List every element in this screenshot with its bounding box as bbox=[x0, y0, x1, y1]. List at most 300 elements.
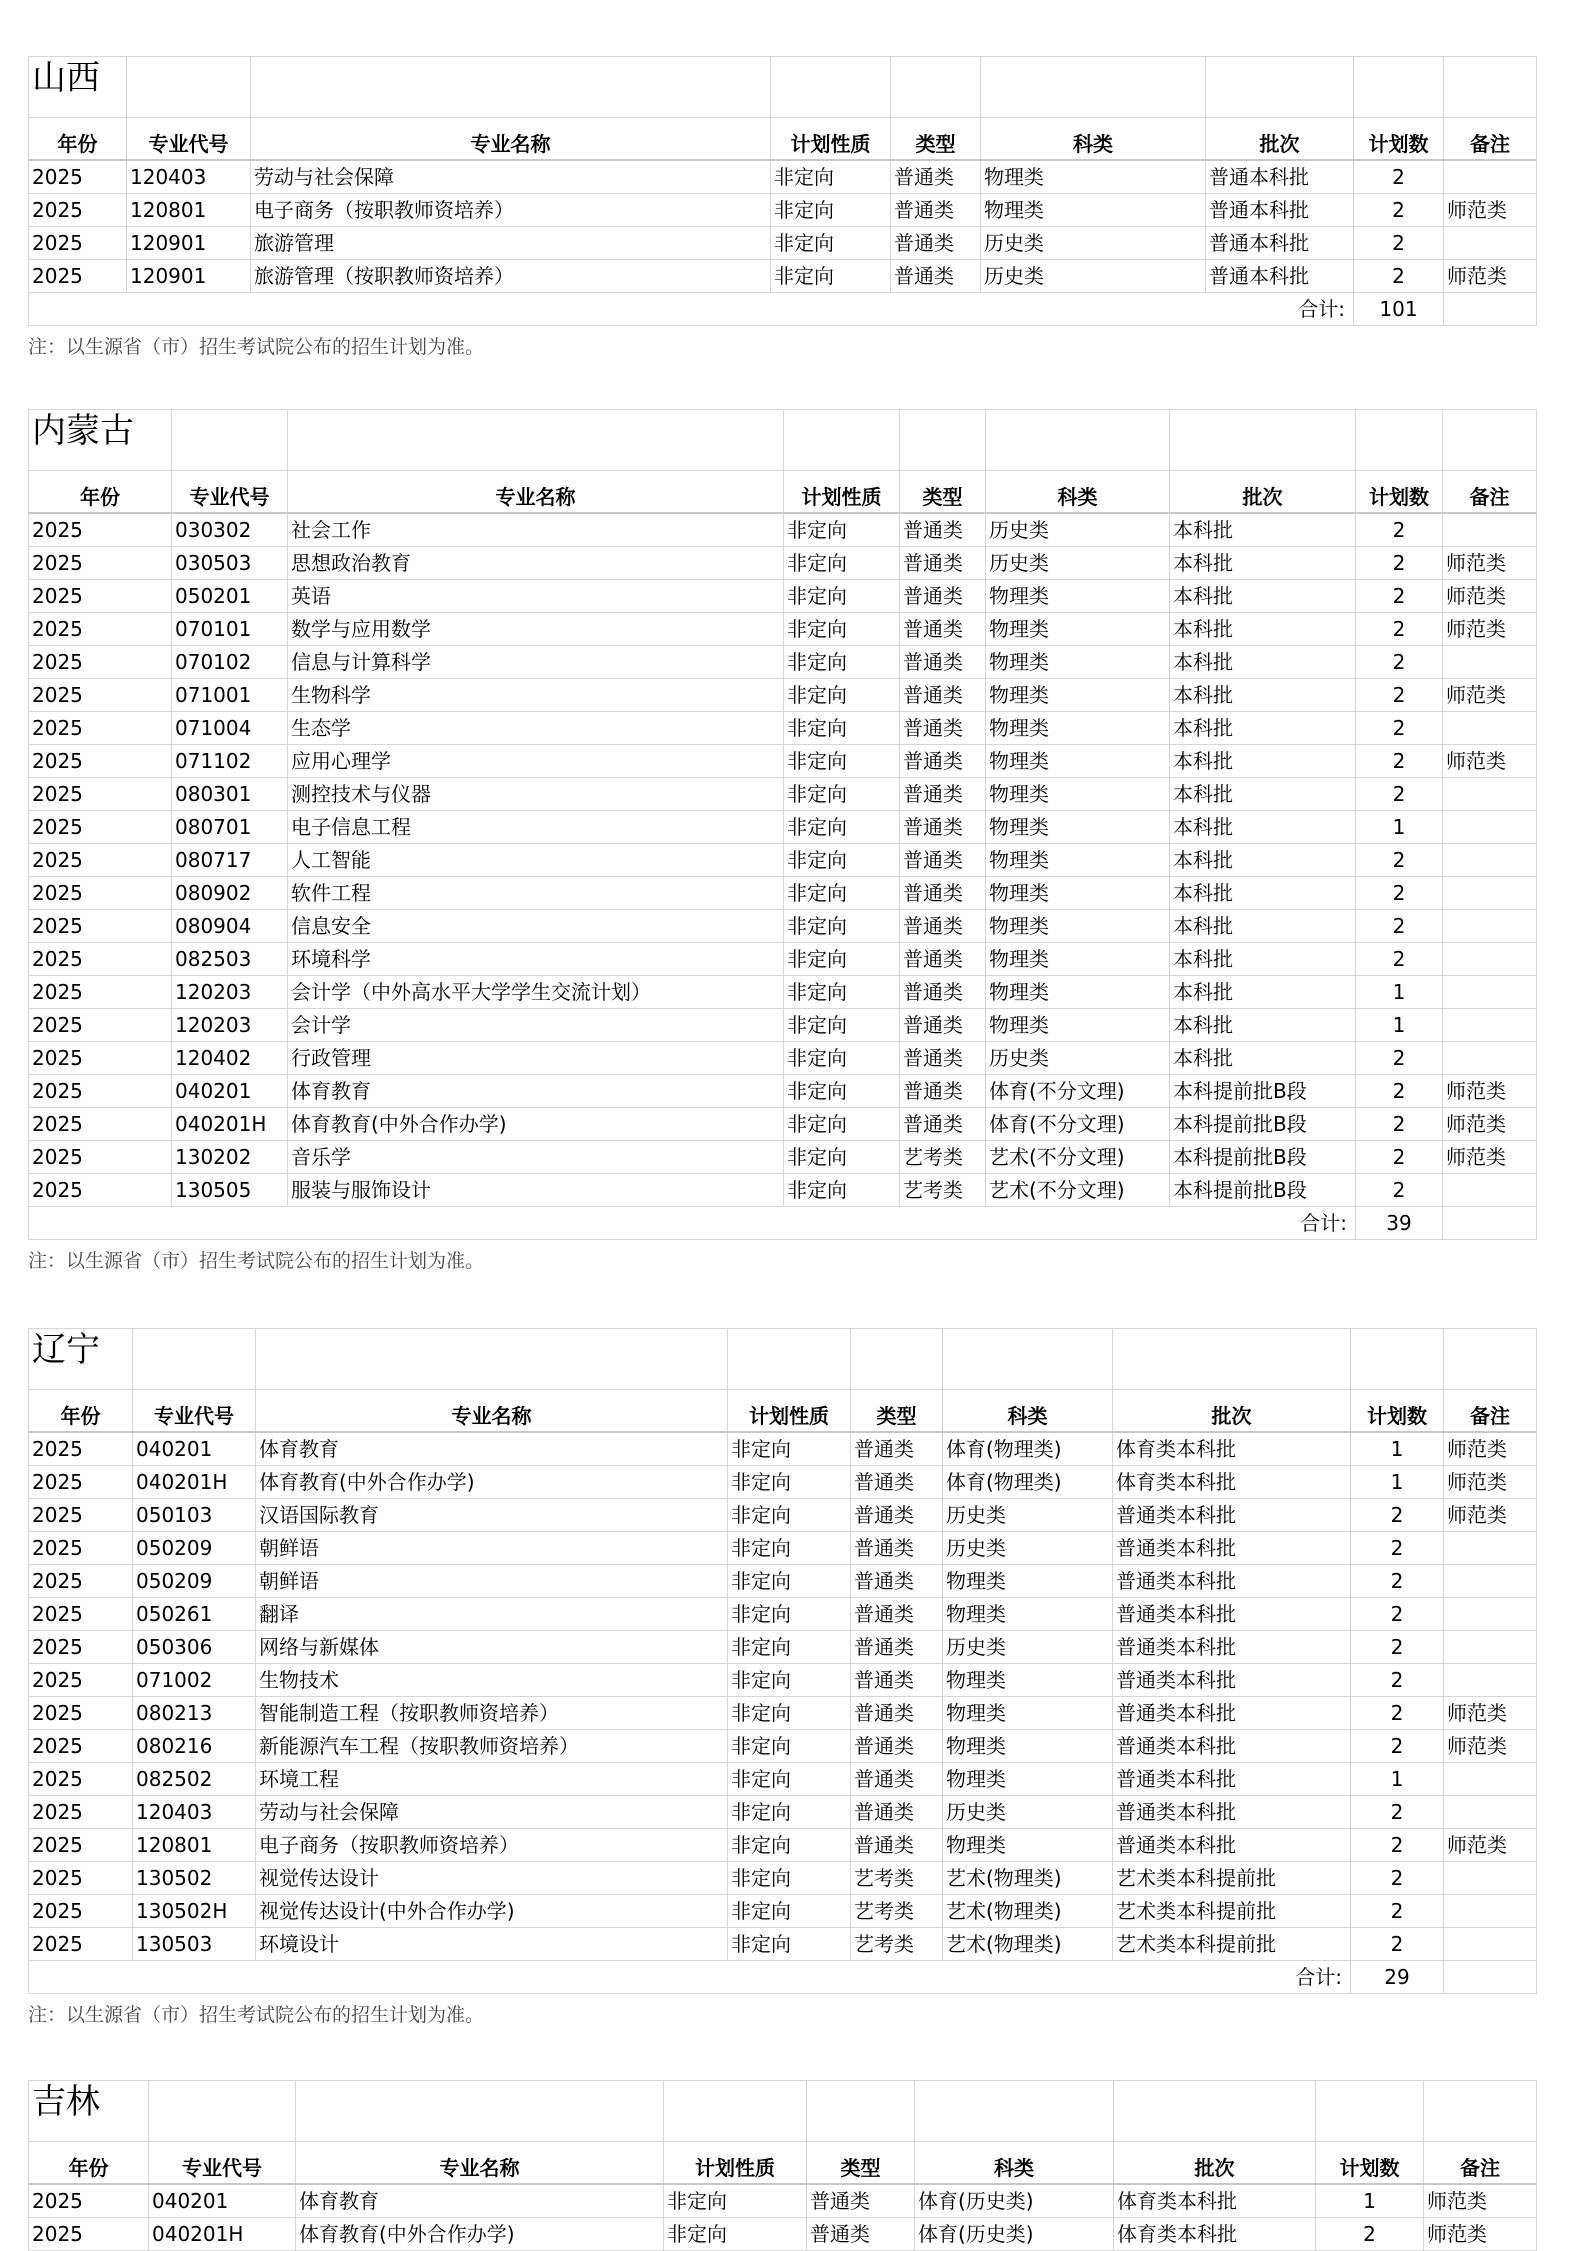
cell-code: 040201H bbox=[133, 1466, 256, 1499]
cell-major: 智能制造工程（按职教师资培养） bbox=[256, 1697, 728, 1730]
cell-batch: 普通类本科批 bbox=[1113, 1598, 1351, 1631]
table-row bbox=[29, 1697, 1537, 1730]
cell-category: 普通类 bbox=[900, 712, 986, 745]
cell-year: 2025 bbox=[29, 1763, 133, 1796]
header-batch: 批次 bbox=[1113, 1390, 1351, 1433]
cell-count: 2 bbox=[1351, 1631, 1444, 1664]
cell-count: 2 bbox=[1351, 1499, 1444, 1532]
cell-category: 普通类 bbox=[851, 1532, 943, 1565]
cell-category: 普通类 bbox=[807, 2218, 915, 2251]
cell-plan-type: 非定向 bbox=[784, 613, 900, 646]
table-row bbox=[29, 1075, 1537, 1108]
header-category: 类型 bbox=[851, 1390, 943, 1433]
cell-count: 2 bbox=[1354, 260, 1444, 293]
cell-batch: 普通本科批 bbox=[1206, 227, 1354, 260]
table-row bbox=[29, 1042, 1537, 1075]
cell-remark bbox=[1443, 646, 1537, 679]
cell-subject: 物理类 bbox=[943, 1664, 1113, 1697]
cell-remark bbox=[1443, 844, 1537, 877]
cell-count: 1 bbox=[1351, 1432, 1444, 1466]
cell-plan-type: 非定向 bbox=[664, 2218, 807, 2251]
cell-batch: 普通类本科批 bbox=[1113, 1796, 1351, 1829]
cell-category: 普通类 bbox=[807, 2184, 915, 2218]
cell-major: 会计学 bbox=[288, 1009, 784, 1042]
table-row bbox=[29, 580, 1537, 613]
cell-plan-type: 非定向 bbox=[784, 679, 900, 712]
header-category: 类型 bbox=[891, 118, 981, 161]
cell-subject: 历史类 bbox=[943, 1796, 1113, 1829]
cell-major: 服装与服饰设计 bbox=[288, 1174, 784, 1207]
header-category: 类型 bbox=[807, 2142, 915, 2185]
cell-major: 人工智能 bbox=[288, 844, 784, 877]
cell-code: 120203 bbox=[172, 1009, 288, 1042]
header-row bbox=[29, 471, 1537, 514]
cell-remark: 师范类 bbox=[1424, 2184, 1537, 2218]
cell-batch: 本科批 bbox=[1170, 943, 1356, 976]
cell-plan-type: 非定向 bbox=[784, 712, 900, 745]
table-row bbox=[29, 194, 1537, 227]
cell-major: 体育教育(中外合作办学) bbox=[288, 1108, 784, 1141]
cell-major: 思想政治教育 bbox=[288, 547, 784, 580]
cell-code: 130502H bbox=[133, 1895, 256, 1928]
cell-year: 2025 bbox=[29, 1829, 133, 1862]
cell-plan-type: 非定向 bbox=[784, 646, 900, 679]
total-label: 合计: bbox=[29, 1961, 1351, 1994]
cell-remark bbox=[1443, 877, 1537, 910]
cell-category: 普通类 bbox=[900, 513, 986, 547]
cell-subject: 物理类 bbox=[986, 811, 1170, 844]
cell-code: 040201H bbox=[172, 1108, 288, 1141]
cell-batch: 艺术类本科提前批 bbox=[1113, 1928, 1351, 1961]
cell-remark bbox=[1444, 1763, 1537, 1796]
table-row bbox=[29, 679, 1537, 712]
table-row bbox=[29, 1108, 1537, 1141]
cell-year: 2025 bbox=[29, 712, 172, 745]
cell-code: 071002 bbox=[133, 1664, 256, 1697]
cell-category: 普通类 bbox=[900, 844, 986, 877]
cell-plan-type: 非定向 bbox=[728, 1432, 851, 1466]
cell-batch: 本科批 bbox=[1170, 513, 1356, 547]
header-subject: 科类 bbox=[986, 471, 1170, 514]
province-section-neimenggu bbox=[28, 409, 1537, 1273]
cell-count: 2 bbox=[1354, 194, 1444, 227]
cell-year: 2025 bbox=[29, 1697, 133, 1730]
cell-subject: 体育(历史类) bbox=[915, 2218, 1114, 2251]
cell-year: 2025 bbox=[29, 778, 172, 811]
cell-major: 环境工程 bbox=[256, 1763, 728, 1796]
cell-year: 2025 bbox=[29, 2218, 149, 2251]
cell-batch: 本科批 bbox=[1170, 811, 1356, 844]
cell-remark: 师范类 bbox=[1443, 1108, 1537, 1141]
total-row bbox=[29, 1961, 1537, 1994]
cell-remark: 师范类 bbox=[1443, 613, 1537, 646]
cell-batch: 本科提前批B段 bbox=[1170, 1075, 1356, 1108]
cell-year: 2025 bbox=[29, 194, 127, 227]
cell-count: 2 bbox=[1351, 1565, 1444, 1598]
cell-category: 普通类 bbox=[900, 976, 986, 1009]
cell-category: 艺考类 bbox=[900, 1174, 986, 1207]
table-row bbox=[29, 1499, 1537, 1532]
cell-major: 社会工作 bbox=[288, 513, 784, 547]
cell-subject: 历史类 bbox=[986, 547, 1170, 580]
cell-subject: 物理类 bbox=[943, 1598, 1113, 1631]
cell-category: 艺考类 bbox=[851, 1928, 943, 1961]
cell-remark: 师范类 bbox=[1443, 1075, 1537, 1108]
cell-subject: 体育(不分文理) bbox=[986, 1108, 1170, 1141]
cell-batch: 体育类本科批 bbox=[1113, 1466, 1351, 1499]
cell-code: 080301 bbox=[172, 778, 288, 811]
cell-year: 2025 bbox=[29, 1928, 133, 1961]
cell-remark bbox=[1443, 778, 1537, 811]
cell-batch: 普通类本科批 bbox=[1113, 1763, 1351, 1796]
cell-code: 120901 bbox=[127, 227, 251, 260]
cell-code: 082502 bbox=[133, 1763, 256, 1796]
cell-category: 普通类 bbox=[900, 646, 986, 679]
province-title: 辽宁 bbox=[29, 1329, 133, 1390]
cell-batch: 普通类本科批 bbox=[1113, 1730, 1351, 1763]
header-batch: 批次 bbox=[1170, 471, 1356, 514]
cell-subject: 物理类 bbox=[943, 1565, 1113, 1598]
total-label: 合计: bbox=[29, 293, 1354, 326]
cell-year: 2025 bbox=[29, 260, 127, 293]
header-plan-type: 计划性质 bbox=[664, 2142, 807, 2185]
cell-major: 新能源汽车工程（按职教师资培养） bbox=[256, 1730, 728, 1763]
cell-subject: 艺术(物理类) bbox=[943, 1895, 1113, 1928]
cell-plan-type: 非定向 bbox=[784, 778, 900, 811]
cell-count: 2 bbox=[1356, 513, 1443, 547]
cell-category: 普通类 bbox=[900, 811, 986, 844]
cell-category: 普通类 bbox=[851, 1466, 943, 1499]
table-row bbox=[29, 2184, 1537, 2218]
header-plan-type: 计划性质 bbox=[771, 118, 891, 161]
cell-remark bbox=[1444, 1928, 1537, 1961]
header-batch: 批次 bbox=[1114, 2142, 1316, 2185]
cell-remark bbox=[1443, 943, 1537, 976]
table-row bbox=[29, 844, 1537, 877]
cell-remark bbox=[1443, 1174, 1537, 1207]
cell-count: 2 bbox=[1356, 877, 1443, 910]
cell-category: 普通类 bbox=[900, 745, 986, 778]
total-value: 101 bbox=[1354, 293, 1444, 326]
cell-subject: 艺术(物理类) bbox=[943, 1862, 1113, 1895]
cell-code: 030302 bbox=[172, 513, 288, 547]
cell-plan-type: 非定向 bbox=[728, 1565, 851, 1598]
header-remark: 备注 bbox=[1424, 2142, 1537, 2185]
cell-subject: 物理类 bbox=[986, 976, 1170, 1009]
cell-batch: 普通类本科批 bbox=[1113, 1532, 1351, 1565]
cell-count: 2 bbox=[1351, 1532, 1444, 1565]
cell-year: 2025 bbox=[29, 1565, 133, 1598]
cell-count: 1 bbox=[1356, 1009, 1443, 1042]
total-label: 合计: bbox=[29, 1207, 1356, 1240]
cell-remark: 师范类 bbox=[1444, 260, 1537, 293]
cell-year: 2025 bbox=[29, 811, 172, 844]
cell-subject: 物理类 bbox=[981, 194, 1206, 227]
table-row bbox=[29, 1141, 1537, 1174]
cell-subject: 体育(不分文理) bbox=[986, 1075, 1170, 1108]
cell-batch: 本科批 bbox=[1170, 844, 1356, 877]
cell-remark bbox=[1443, 910, 1537, 943]
footnote: 注：以生源省（市）招生考试院公布的招生计划为准。 bbox=[28, 1250, 485, 1272]
cell-remark bbox=[1444, 1598, 1537, 1631]
cell-batch: 普通类本科批 bbox=[1113, 1829, 1351, 1862]
cell-year: 2025 bbox=[29, 513, 172, 547]
cell-category: 普通类 bbox=[891, 227, 981, 260]
cell-code: 040201 bbox=[149, 2184, 296, 2218]
header-major: 专业名称 bbox=[256, 1390, 728, 1433]
cell-year: 2025 bbox=[29, 1664, 133, 1697]
cell-remark bbox=[1443, 712, 1537, 745]
cell-remark: 师范类 bbox=[1444, 1829, 1537, 1862]
table-row bbox=[29, 160, 1537, 194]
cell-category: 普通类 bbox=[891, 160, 981, 194]
cell-count: 1 bbox=[1351, 1466, 1444, 1499]
cell-count: 2 bbox=[1356, 910, 1443, 943]
cell-code: 040201 bbox=[133, 1432, 256, 1466]
cell-code: 050306 bbox=[133, 1631, 256, 1664]
cell-plan-type: 非定向 bbox=[784, 513, 900, 547]
cell-year: 2025 bbox=[29, 227, 127, 260]
cell-code: 070101 bbox=[172, 613, 288, 646]
cell-year: 2025 bbox=[29, 1895, 133, 1928]
cell-category: 普通类 bbox=[851, 1730, 943, 1763]
header-major: 专业名称 bbox=[296, 2142, 664, 2185]
cell-batch: 体育类本科批 bbox=[1114, 2218, 1316, 2251]
cell-count: 2 bbox=[1356, 1108, 1443, 1141]
cell-remark bbox=[1443, 1042, 1537, 1075]
cell-year: 2025 bbox=[29, 1532, 133, 1565]
cell-plan-type: 非定向 bbox=[728, 1763, 851, 1796]
total-row bbox=[29, 293, 1537, 326]
cell-code: 071102 bbox=[172, 745, 288, 778]
table-row bbox=[29, 943, 1537, 976]
cell-subject: 历史类 bbox=[986, 1042, 1170, 1075]
cell-remark: 师范类 bbox=[1444, 1697, 1537, 1730]
cell-plan-type: 非定向 bbox=[771, 160, 891, 194]
cell-major: 生态学 bbox=[288, 712, 784, 745]
header-plan-type: 计划性质 bbox=[784, 471, 900, 514]
cell-code: 120403 bbox=[133, 1796, 256, 1829]
cell-remark: 师范类 bbox=[1444, 1499, 1537, 1532]
cell-category: 普通类 bbox=[900, 778, 986, 811]
cell-year: 2025 bbox=[29, 1466, 133, 1499]
cell-major: 体育教育(中外合作办学) bbox=[256, 1466, 728, 1499]
cell-category: 普通类 bbox=[900, 679, 986, 712]
cell-plan-type: 非定向 bbox=[728, 1631, 851, 1664]
cell-category: 普通类 bbox=[900, 580, 986, 613]
cell-count: 2 bbox=[1351, 1796, 1444, 1829]
cell-category: 普通类 bbox=[900, 1075, 986, 1108]
cell-plan-type: 非定向 bbox=[728, 1466, 851, 1499]
cell-year: 2025 bbox=[29, 2184, 149, 2218]
cell-major: 翻译 bbox=[256, 1598, 728, 1631]
cell-count: 2 bbox=[1351, 1664, 1444, 1697]
cell-remark: 师范类 bbox=[1443, 580, 1537, 613]
table-row bbox=[29, 1928, 1537, 1961]
cell-batch: 艺术类本科提前批 bbox=[1113, 1895, 1351, 1928]
cell-count: 2 bbox=[1356, 745, 1443, 778]
cell-category: 普通类 bbox=[900, 1009, 986, 1042]
cell-plan-type: 非定向 bbox=[728, 1928, 851, 1961]
enrollment-table bbox=[28, 56, 1537, 326]
cell-year: 2025 bbox=[29, 910, 172, 943]
header-year: 年份 bbox=[29, 471, 172, 514]
table-row bbox=[29, 613, 1537, 646]
table-row bbox=[29, 1763, 1537, 1796]
enrollment-table bbox=[28, 1328, 1537, 1994]
table-row bbox=[29, 2218, 1537, 2251]
cell-count: 1 bbox=[1356, 811, 1443, 844]
cell-subject: 物理类 bbox=[986, 943, 1170, 976]
cell-count: 1 bbox=[1356, 976, 1443, 1009]
cell-subject: 历史类 bbox=[981, 260, 1206, 293]
cell-code: 071004 bbox=[172, 712, 288, 745]
cell-major: 汉语国际教育 bbox=[256, 1499, 728, 1532]
cell-code: 050261 bbox=[133, 1598, 256, 1631]
cell-year: 2025 bbox=[29, 1730, 133, 1763]
cell-plan-type: 非定向 bbox=[728, 1829, 851, 1862]
cell-category: 普通类 bbox=[851, 1499, 943, 1532]
cell-subject: 历史类 bbox=[986, 513, 1170, 547]
cell-code: 080902 bbox=[172, 877, 288, 910]
cell-batch: 普通类本科批 bbox=[1113, 1565, 1351, 1598]
cell-category: 普通类 bbox=[900, 910, 986, 943]
cell-plan-type: 非定向 bbox=[728, 1664, 851, 1697]
cell-batch: 普通本科批 bbox=[1206, 194, 1354, 227]
cell-subject: 物理类 bbox=[986, 613, 1170, 646]
cell-remark bbox=[1443, 976, 1537, 1009]
header-subject: 科类 bbox=[915, 2142, 1114, 2185]
cell-batch: 本科批 bbox=[1170, 976, 1356, 1009]
cell-count: 2 bbox=[1356, 943, 1443, 976]
cell-count: 2 bbox=[1356, 844, 1443, 877]
cell-year: 2025 bbox=[29, 1075, 172, 1108]
table-row bbox=[29, 778, 1537, 811]
province-section-liaoning bbox=[28, 1328, 1537, 2027]
cell-code: 040201 bbox=[172, 1075, 288, 1108]
cell-major: 体育教育 bbox=[288, 1075, 784, 1108]
cell-plan-type: 非定向 bbox=[771, 260, 891, 293]
cell-major: 环境设计 bbox=[256, 1928, 728, 1961]
cell-plan-type: 非定向 bbox=[784, 844, 900, 877]
cell-code: 080213 bbox=[133, 1697, 256, 1730]
cell-year: 2025 bbox=[29, 160, 127, 194]
cell-batch: 普通类本科批 bbox=[1113, 1664, 1351, 1697]
cell-code: 071001 bbox=[172, 679, 288, 712]
cell-year: 2025 bbox=[29, 580, 172, 613]
total-row bbox=[29, 1207, 1537, 1240]
cell-subject: 物理类 bbox=[943, 1697, 1113, 1730]
cell-count: 2 bbox=[1356, 712, 1443, 745]
cell-major: 体育教育 bbox=[256, 1432, 728, 1466]
cell-remark bbox=[1444, 1664, 1537, 1697]
cell-major: 体育教育 bbox=[296, 2184, 664, 2218]
table-row bbox=[29, 1895, 1537, 1928]
cell-year: 2025 bbox=[29, 1631, 133, 1664]
footnote: 注：以生源省（市）招生考试院公布的招生计划为准。 bbox=[28, 336, 485, 358]
cell-code: 080216 bbox=[133, 1730, 256, 1763]
cell-code: 120901 bbox=[127, 260, 251, 293]
cell-major: 电子商务（按职教师资培养） bbox=[251, 194, 771, 227]
cell-code: 050103 bbox=[133, 1499, 256, 1532]
cell-batch: 本科批 bbox=[1170, 745, 1356, 778]
cell-category: 普通类 bbox=[851, 1829, 943, 1862]
header-plan-type: 计划性质 bbox=[728, 1390, 851, 1433]
cell-remark bbox=[1444, 1796, 1537, 1829]
header-code: 专业代号 bbox=[149, 2142, 296, 2185]
cell-count: 2 bbox=[1351, 1862, 1444, 1895]
cell-major: 朝鲜语 bbox=[256, 1532, 728, 1565]
cell-year: 2025 bbox=[29, 1042, 172, 1075]
cell-category: 普通类 bbox=[851, 1565, 943, 1598]
cell-remark: 师范类 bbox=[1443, 1141, 1537, 1174]
cell-remark: 师范类 bbox=[1444, 194, 1537, 227]
cell-year: 2025 bbox=[29, 1009, 172, 1042]
cell-code: 080717 bbox=[172, 844, 288, 877]
cell-remark bbox=[1444, 160, 1537, 194]
table-row bbox=[29, 1862, 1537, 1895]
cell-remark bbox=[1444, 1895, 1537, 1928]
cell-count: 2 bbox=[1356, 1075, 1443, 1108]
header-major: 专业名称 bbox=[251, 118, 771, 161]
cell-subject: 艺术(不分文理) bbox=[986, 1174, 1170, 1207]
cell-plan-type: 非定向 bbox=[728, 1697, 851, 1730]
header-remark: 备注 bbox=[1444, 118, 1537, 161]
cell-plan-type: 非定向 bbox=[664, 2184, 807, 2218]
cell-batch: 普通本科批 bbox=[1206, 260, 1354, 293]
table-row bbox=[29, 910, 1537, 943]
cell-remark bbox=[1444, 1532, 1537, 1565]
cell-subject: 物理类 bbox=[986, 580, 1170, 613]
province-title: 山西 bbox=[29, 57, 127, 118]
header-count: 计划数 bbox=[1356, 471, 1443, 514]
header-subject: 科类 bbox=[981, 118, 1206, 161]
cell-subject: 物理类 bbox=[986, 844, 1170, 877]
cell-plan-type: 非定向 bbox=[784, 745, 900, 778]
cell-count: 1 bbox=[1351, 1763, 1444, 1796]
cell-count: 2 bbox=[1356, 1141, 1443, 1174]
cell-major: 旅游管理（按职教师资培养） bbox=[251, 260, 771, 293]
cell-code: 080904 bbox=[172, 910, 288, 943]
table-row bbox=[29, 1796, 1537, 1829]
cell-year: 2025 bbox=[29, 547, 172, 580]
cell-major: 劳动与社会保障 bbox=[256, 1796, 728, 1829]
table-row bbox=[29, 1532, 1537, 1565]
cell-plan-type: 非定向 bbox=[784, 1108, 900, 1141]
table-row bbox=[29, 1631, 1537, 1664]
cell-year: 2025 bbox=[29, 646, 172, 679]
cell-batch: 本科批 bbox=[1170, 877, 1356, 910]
cell-batch: 本科提前批B段 bbox=[1170, 1174, 1356, 1207]
cell-year: 2025 bbox=[29, 745, 172, 778]
province-section-shanxi bbox=[28, 56, 1537, 359]
cell-batch: 本科批 bbox=[1170, 613, 1356, 646]
cell-batch: 本科批 bbox=[1170, 646, 1356, 679]
cell-major: 信息安全 bbox=[288, 910, 784, 943]
table-row bbox=[29, 976, 1537, 1009]
table-row bbox=[29, 1009, 1537, 1042]
cell-major: 英语 bbox=[288, 580, 784, 613]
cell-subject: 物理类 bbox=[986, 910, 1170, 943]
table-row bbox=[29, 1598, 1537, 1631]
cell-code: 130502 bbox=[133, 1862, 256, 1895]
cell-code: 120403 bbox=[127, 160, 251, 194]
cell-remark: 师范类 bbox=[1443, 679, 1537, 712]
cell-subject: 物理类 bbox=[986, 877, 1170, 910]
cell-year: 2025 bbox=[29, 1862, 133, 1895]
cell-plan-type: 非定向 bbox=[728, 1895, 851, 1928]
cell-subject: 物理类 bbox=[986, 712, 1170, 745]
